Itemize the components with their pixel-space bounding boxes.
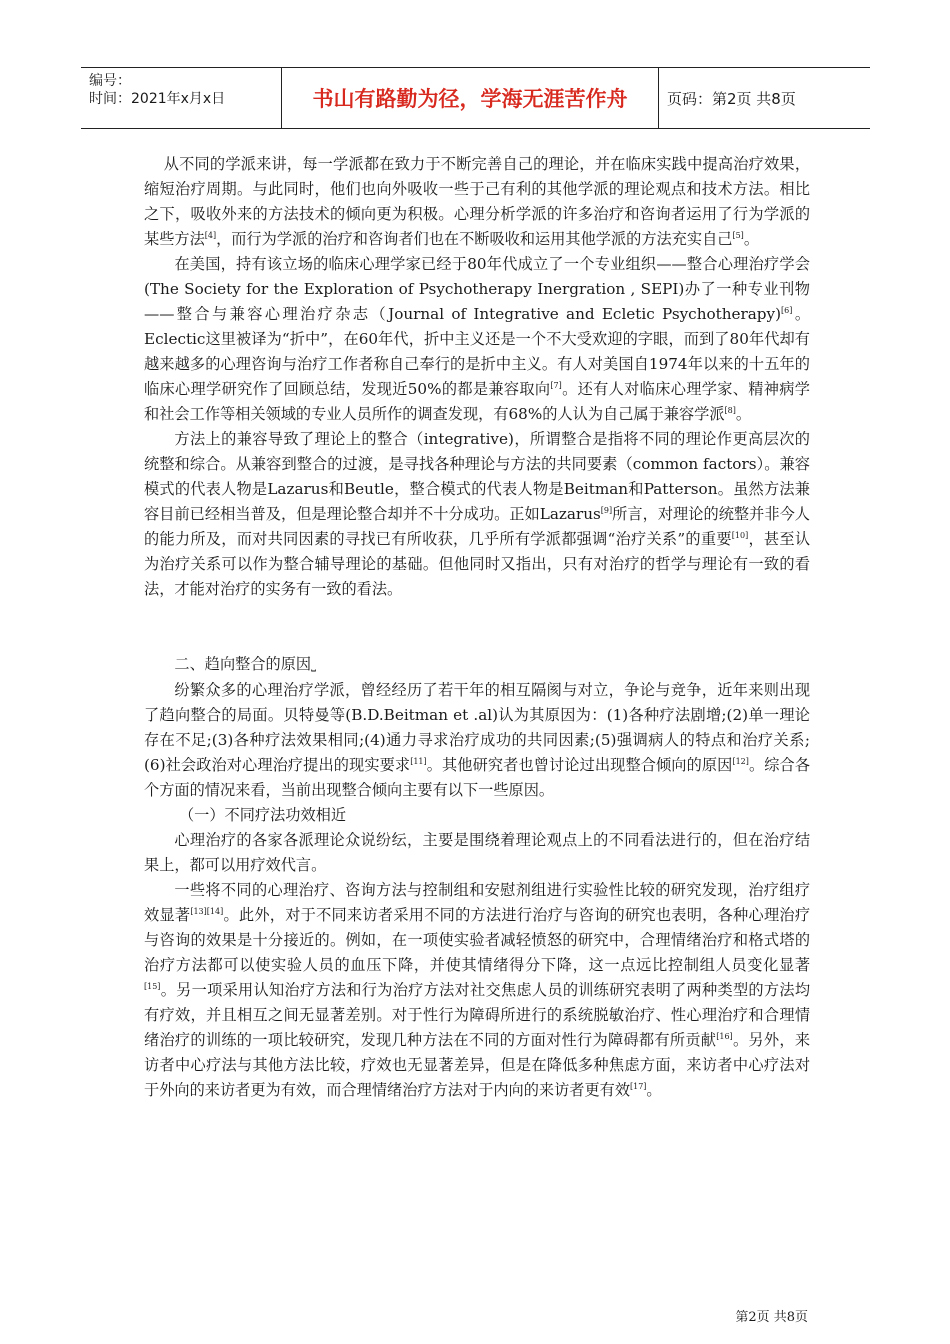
citation-ref: [9] xyxy=(600,506,613,515)
header-page-info: 页码：第2页 共8页 xyxy=(667,89,796,108)
text-segment: 纷繁众多的心理治疗学派，曾经经历了若干年的相互隔阂与对立，争论与竞争，近年来则出现了趋向整合的局面。贝特曼等(B.D.Beitman et .al)认为其原因为：(1)各种疗法剧增;(2)单一理论存在不足;(3)各种疗法效果相同;(4)通力寻求治疗成功的共同因素;(5)强调病人的特点和治疗关系;(6)社会政治对心理治疗提出的现实要求 xyxy=(144,681,810,774)
citation-ref: [7] xyxy=(550,381,562,390)
page-header xyxy=(81,67,870,129)
page-footer: 第2页 共8页 xyxy=(735,1310,808,1325)
text-segment: 。另一项采用认知治疗方法和行为治疗方法对社交焦虑人员的训练研究表明了两种类型的方法均有疗效，并且相互之间无显著差别。对于性行为障碍所进行的系统脱敏治疗、性心理治疗和合理情绪治疗的训练的一项比较研究，发现几种方法在不同的方面对性行为障碍都有所贡献 xyxy=(144,981,810,1049)
text-segment: 。 xyxy=(646,1081,662,1099)
text-segment: （一）不同疗法功效相近 xyxy=(178,806,347,824)
citation-ref: [4] xyxy=(204,231,217,240)
citation-ref: [6] xyxy=(781,306,793,315)
text-segment: ，而行为学派的治疗和咨询者们也在不断吸收和运用其他学派的方法充实自己 xyxy=(216,230,733,248)
text-segment: 方法上的兼容导致了理论上的整合（integrative)，所谓整合是指将不同的理论作更高层次的统整和综合。从兼容到整合的过渡，是寻找各种理论与方法的共同要素（common factors）。兼容模式的代表人物是Lazarus和Beutle，整合模式的代表人物是Beitman和Patterson。虽然方法兼容目前已经相当普及，但是理论整合却并不十分成功。正如Lazarus xyxy=(144,430,810,523)
citation-ref: [15] xyxy=(144,982,161,991)
citation-ref: [11] xyxy=(410,757,427,766)
document-date: 时间：2021年x月x日 xyxy=(89,91,226,107)
paragraph xyxy=(144,252,810,427)
text-segment: 。Eclectic这里被译为“折中”，在60年代，折中主义还是一个不大受欢迎的字眼，而到了80年代却有越来越多的心理咨询与治疗工作者称自己奉行的是折中主义。有人对美国自1974年以来的十五年的临床心理学研究作了回顾总结，发现近50%的都是兼容取向 xyxy=(144,305,811,398)
citation-ref: [16] xyxy=(716,1032,733,1041)
citation-ref: [8] xyxy=(724,406,736,415)
text-segment: 在美国，持有该立场的临床心理学家已经于80年代成立了一个专业组织——整合心理治疗学会(The Society for the Exploration of Psychotherapy Inergration , SEPI)办了一种专业刊物——整合与兼容心理治疗杂志（Journal of Integrative and Ecletic Psychotherapy) xyxy=(144,255,810,323)
paragraph xyxy=(144,678,810,803)
text-segment: ，甚至认为治疗关系可以作为整合辅导理论的基础。但他同时又指出，只有对治疗的哲学与理论有一致的看法，才能对治疗的实务有一致的看法。 xyxy=(144,530,811,598)
document-body xyxy=(144,152,810,1103)
section-heading xyxy=(144,652,810,678)
text-segment: 。其他研究者也曾讨论过出现整合倾向的原因 xyxy=(426,756,733,774)
paragraph xyxy=(144,828,810,878)
text-segment: 心理治疗的各家各派理论众说纷纭，主要是围绕着理论观点上的不同看法进行的，但在治疗结果上，都可以用疗效代言。 xyxy=(144,831,810,874)
paragraph xyxy=(144,878,810,1103)
citation-ref: [12] xyxy=(732,757,749,766)
text-segment: 。另外，来访者中心疗法与其他方法比较，疗效也无显著差异，但是在降低多种焦虑方面，来访者中心疗法对于外向的来访者更为有效，而合理情绪治疗方法对于内向的来访者更有效 xyxy=(144,1031,811,1099)
citation-ref: [5] xyxy=(732,231,744,240)
paragraph xyxy=(144,427,810,602)
citation-ref: [17] xyxy=(630,1082,647,1091)
header-meta xyxy=(81,68,281,128)
text-segment: 。此外，对于不同来访者采用不同的方法进行治疗与咨询的研究也表明，各种心理治疗与咨询的效果是十分接近的。例如，在一项使实验者减轻愤怒的研究中，合理情绪治疗和格式塔的治疗方法都可以使实验人员的血压下降，并使其情绪得分下降，这一点远比控制组人员变化显著 xyxy=(144,906,811,974)
subsection-heading xyxy=(144,803,810,828)
text-segment: 一些将不同的心理治疗、咨询方法与控制组和安慰剂组进行实验性比较的研究发现，治疗组疗效显著 xyxy=(144,881,810,924)
text-segment: 从不同的学派来讲，每一学派都在致力于不断完善自己的理论，并在临床实践中提高治疗效果，缩短治疗周期。与此同时，他们也向外吸收一些于己有利的其他学派的理论观点和技术方法。相比之下，吸收外来的方法技术的倾向更为积极。心理分析学派的许多治疗和咨询者运用了行为学派的某些方法 xyxy=(144,155,810,248)
paragraph-gap xyxy=(144,602,810,652)
header-motto: 书山有路勤为径，学海无涯苦作舟 xyxy=(281,68,659,128)
text-segment: 。综合各个方面的情况来看，当前出现整合倾向主要有以下一些原因。 xyxy=(144,756,811,799)
text-segment: 所言，对理论的统整并非今人的能力所及，而对共同因素的寻找已有所收获，几乎所有学派都强调“治疗关系”的重要 xyxy=(144,505,810,548)
text-segment: 。 xyxy=(735,405,752,423)
text-segment: 二、趋向整合的原因 xyxy=(174,655,312,673)
text-segment: 。还有人对临床心理学家、精神病学和社会工作等相关领域的专业人员所作的调查发现，有68%的人认为自己属于兼容学派 xyxy=(144,380,810,423)
document-number-label: 编号： xyxy=(89,73,131,89)
citation-ref: [10] xyxy=(731,531,749,540)
edit-mark: ⎵ xyxy=(311,658,316,672)
text-segment: 。 xyxy=(743,230,759,248)
paragraph xyxy=(144,152,810,252)
citation-ref: [13][14] xyxy=(190,907,224,916)
